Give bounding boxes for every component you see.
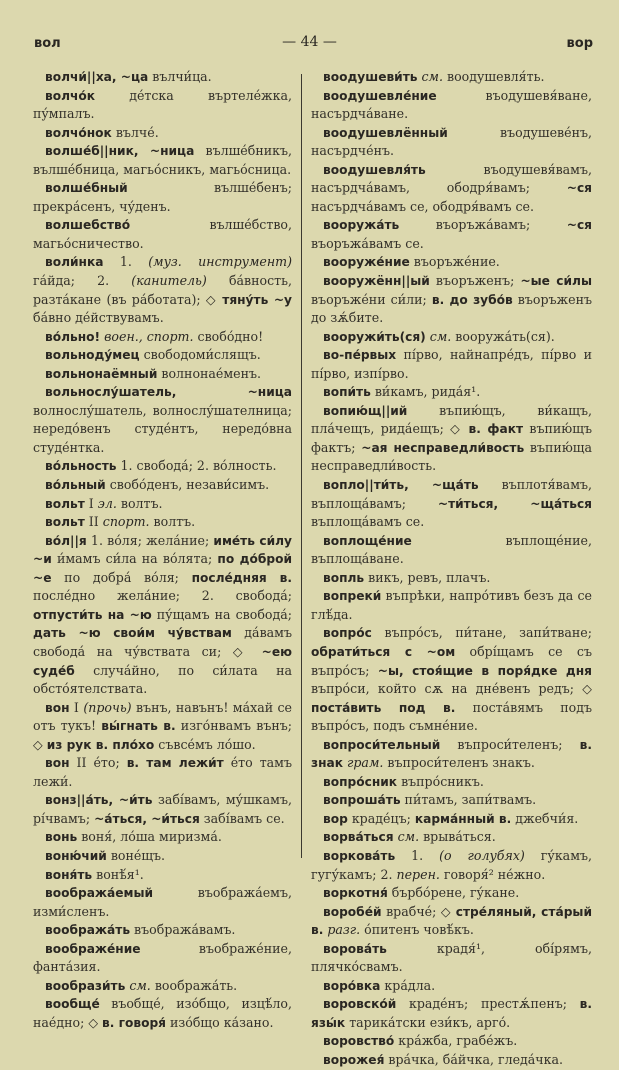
entry-headword: вольнонаёмный: [45, 366, 158, 381]
entry-translation: ви́камъ, рида́я¹.: [370, 384, 481, 400]
entry-translation: въпроси́теленъ;: [440, 736, 580, 752]
entry-headword: вооруже́ние: [323, 255, 410, 270]
dictionary-entry: [33, 754, 292, 791]
entry-headword: воодушеви́ть: [323, 70, 418, 84]
dictionary-entry: [33, 142, 292, 179]
entry-headword: вор: [323, 811, 348, 826]
entry-translation: въпрѣки, напро́тивъ безъ да се глѣ́да.: [311, 588, 592, 622]
dictionary-entry: [311, 253, 592, 272]
entry-headword: ~ая несправедли́вость: [361, 440, 525, 455]
entry-headword: ~а́ться, ~и́ться: [94, 811, 200, 826]
entry-headword: вонь: [45, 830, 78, 845]
entry-translation: забі́вамъ, му́шкамъ, рі́чвамъ;: [33, 792, 292, 826]
dictionary-entry: [311, 124, 592, 161]
entry-translation: въпию́ща несправедли́вость.: [311, 439, 592, 474]
dictionary-entry: [33, 383, 292, 457]
entry-headword: вопро́сник: [323, 774, 398, 789]
dictionary-entry: [311, 995, 592, 1032]
entry-label: (канитель): [131, 273, 207, 289]
entry-headword: вопи́ть: [323, 385, 371, 400]
entry-translation: краде́нъ; престѫ́пенъ;: [396, 996, 580, 1012]
running-head-right: вор: [566, 36, 593, 51]
entry-headword: карма́нный в.: [414, 811, 512, 826]
right-column: [311, 68, 592, 1070]
entry-translation: въпию́щъ фактъ;: [311, 421, 592, 455]
entry-headword: воня́ть: [45, 867, 93, 882]
entry-headword: вопро́с: [323, 626, 372, 641]
entry-headword: воображе́ние: [45, 941, 141, 956]
entry-headword: вопроша́ть: [323, 793, 401, 808]
dictionary-entry: [311, 884, 592, 903]
entry-headword: в. там лежи́т: [126, 756, 224, 771]
entry-headword: вопроси́тельный: [323, 737, 441, 752]
entry-headword: поста́вить под в.: [311, 700, 456, 715]
entry-label: грам.: [343, 755, 384, 771]
entry-headword: воро́вка: [323, 978, 381, 993]
entry-translation: вооружа́ть(ся).: [451, 328, 555, 344]
entry-headword: вольт: [45, 496, 85, 511]
dictionary-entry: [311, 1032, 592, 1051]
entry-translation: бърбо́рене, гу́кане.: [387, 885, 520, 901]
dictionary-entry: [311, 272, 592, 328]
entry-translation: изо́бщо ка́зано.: [166, 1014, 274, 1030]
entry-translation: врабче́; ◇: [381, 903, 456, 919]
entry-headword: ~ся: [566, 181, 592, 196]
entry-translation: I: [84, 495, 98, 511]
entry-headword: волшебство́: [45, 218, 131, 233]
dictionary-entry: [311, 1051, 592, 1070]
entry-headword: вообража́емый: [45, 886, 154, 901]
dictionary-entry: [311, 476, 592, 532]
entry-translation: 1.: [103, 254, 149, 270]
entry-translation: де́тска въртеле́жка, пу́мпалъ.: [33, 87, 292, 122]
entry-headword: воплоще́ние: [323, 533, 412, 548]
entry-translation: волнослу́шатель, волнослу́шателница; нередо́венъ студе́нтъ, нередо́вна студе́нтка.: [33, 402, 292, 455]
entry-headword: вон: [45, 700, 70, 715]
entry-translation: воодушевля́ть.: [443, 69, 545, 84]
dictionary-entry: [33, 828, 292, 847]
dictionary-entry: [311, 216, 592, 253]
page-number: — 44 —: [282, 34, 337, 50]
dictionary-entry: [311, 624, 592, 735]
entry-headword: ~ся: [566, 218, 592, 233]
entry-translation: волтъ.: [149, 514, 196, 530]
entry-headword: ~ти́ться, ~ща́ться: [437, 496, 592, 511]
dictionary-entry: [33, 699, 292, 755]
entry-translation: да́вамъ свобода́ на чу́вствата си; ◇: [33, 625, 292, 659]
entry-translation: ба́вность, разта́кане (въ ра́ботата); ◇: [33, 273, 292, 307]
entry-translation: крадя́¹, обі́рямъ, плячко́свамъ.: [311, 940, 592, 975]
dictionary-entry: [33, 513, 292, 532]
entry-headword: ~ы, стоя́щие в поря́дке дня: [377, 663, 593, 678]
entry-headword: вообще́: [45, 997, 100, 1012]
entry-label: воен., спорт.: [100, 328, 194, 344]
entry-translation: 1.: [395, 847, 440, 863]
dictionary-entry: [33, 884, 292, 921]
entry-headword: воодушевлённый: [323, 125, 448, 140]
entry-translation: съвсе́мъ ло́шо.: [154, 736, 256, 752]
entry-translation: воне́щъ.: [106, 847, 166, 863]
entry-translation: въобража́вамъ.: [130, 922, 236, 938]
entry-translation: въобража́емъ, изми́сленъ.: [33, 885, 292, 919]
entry-translation: въпро́сникъ.: [397, 773, 484, 789]
entry-translation: въображе́ние, фанта́зия.: [33, 940, 292, 975]
entry-label: см.: [393, 829, 420, 845]
dictionary-entry: [311, 810, 592, 829]
entry-translation: пу́щамъ на свобода́;: [151, 606, 292, 622]
entry-translation: волнонае́менъ.: [157, 365, 262, 381]
dictionary-entry: [311, 736, 592, 773]
dictionary-entry: [311, 161, 592, 217]
entry-translation: въоръжа́вамъ;: [399, 217, 567, 233]
entry-headword: воодушевле́ние: [323, 88, 437, 103]
entry-translation: II: [84, 514, 103, 530]
dictionary-entry: [33, 365, 292, 384]
entry-headword: вы́гнать в.: [101, 719, 176, 734]
entry-headword: вонз||а́ть, ~и́ть: [45, 793, 153, 808]
entry-translation: въплоще́ние, въплоща́ване.: [311, 532, 592, 567]
dictionary-entry: [311, 940, 592, 977]
entry-headword: из рук в. пло́хо: [46, 737, 155, 752]
dictionary-entry: [33, 457, 292, 476]
entry-translation: въоръже́ни си́ли;: [311, 291, 432, 307]
entry-translation: въплотя́вамъ, въплоща́вамъ;: [311, 477, 593, 511]
dictionary-entry: [33, 216, 292, 253]
entry-translation: въодушеве́нъ, насърдче́нъ.: [311, 124, 592, 159]
dictionary-entry: [311, 346, 592, 383]
entry-headword: в. язы́к: [311, 997, 592, 1030]
entry-headword: вольноду́мец: [45, 348, 140, 363]
dictionary-entry: [311, 68, 592, 87]
entry-translation: въпро́си, който сѫ на дне́венъ редъ; ◇: [311, 681, 592, 697]
running-head-left: вол: [34, 36, 61, 51]
dictionary-entry: [33, 921, 292, 940]
dictionary-entry: [33, 328, 292, 347]
entry-headword: ~ые си́лы: [520, 274, 592, 289]
entry-label: спорт.: [102, 514, 150, 530]
entry-headword: волше́б||ник, ~ница: [45, 144, 195, 159]
dictionary-entry: [33, 476, 292, 495]
entry-translation: случа́йно, по си́лата на обсто́ятелствата.: [33, 662, 292, 697]
entry-translation: въодушевя́ване, насърдча́ване.: [311, 87, 592, 122]
entry-headword: вооружа́ть: [323, 218, 400, 233]
entry-translation: въплоща́вамъ се.: [311, 514, 425, 530]
entry-label: см.: [425, 328, 452, 344]
entry-label: (муз. инструмент): [148, 254, 292, 270]
entry-headword: вопию́щ||ий: [323, 403, 408, 418]
entry-translation: вообража́ть.: [150, 977, 238, 993]
column-divider: [301, 74, 302, 858]
entry-headword: вопреки́: [323, 589, 382, 604]
dictionary-entry: [311, 847, 592, 884]
entry-translation: говоря́² не́жно.: [439, 866, 546, 882]
entry-translation: кра́жба, грабе́жъ.: [394, 1033, 518, 1049]
entry-headword: воню́чий: [45, 848, 107, 863]
entry-translation: свобо́дно!: [193, 328, 264, 344]
entry-translation: вълше́бство, магьо́сничество.: [33, 217, 292, 251]
entry-headword: вообража́ть: [45, 923, 131, 938]
entry-translation: 1. свобода́; 2. во́лность.: [116, 458, 277, 474]
entry-headword: вооружи́ть(ся): [323, 329, 426, 344]
entry-headword: вопло||ти́ть, ~ща́ть: [323, 478, 479, 493]
entry-translation: въпроси́теленъ знакъ.: [383, 755, 535, 771]
entry-translation: волтъ.: [116, 495, 163, 511]
entry-headword: в. говоря́: [102, 1015, 166, 1030]
dictionary-entry: [311, 587, 592, 624]
dictionary-entry: [311, 569, 592, 588]
entry-translation: II е́то;: [69, 755, 127, 771]
entry-headword: во́льный: [45, 478, 106, 493]
dictionary-entry: [311, 903, 592, 940]
entry-headword: обрати́ться с ~ом: [311, 644, 456, 659]
dictionary-entry: [311, 383, 592, 402]
dictionary-entry: [33, 68, 292, 87]
entry-translation: и́мамъ си́ла на во́лята;: [51, 551, 218, 567]
entry-translation: изго́нвамъ вънъ; ◇: [33, 718, 293, 752]
entry-translation: обрі́щамъ се съ въпро́съ;: [311, 643, 592, 678]
entry-headword: воркотня́: [323, 886, 388, 901]
entry-translation: вълше́бникъ, вълше́бница, магьо́сникъ, магьо́сница.: [33, 143, 293, 177]
dictionary-entry: [33, 346, 292, 365]
entry-translation: вълче́.: [111, 124, 159, 140]
entry-headword: воркова́ть: [323, 848, 396, 863]
entry-translation: краде́цъ;: [347, 810, 415, 826]
entry-headword: воодушевля́ть: [323, 162, 426, 177]
entry-headword: воли́нка: [45, 255, 104, 270]
entry-translation: свобо́денъ, незави́симъ.: [105, 477, 270, 493]
dictionary-entry: [33, 995, 292, 1032]
entry-translation: викъ, ревъ, плачъ.: [364, 569, 491, 585]
entry-headword: волше́бный: [45, 181, 128, 196]
entry-translation: поста́вямъ подъ въпро́съ, подъ съмне́ние.: [311, 699, 592, 734]
dictionary-entry: [33, 87, 292, 124]
entry-headword: отпусти́ть на ~ю: [33, 607, 152, 622]
entry-label: (прочь): [83, 699, 132, 715]
entry-translation: 1. во́ля; жела́ние;: [86, 532, 214, 548]
entry-headword: в. факт: [468, 422, 524, 437]
entry-headword: во́льность: [45, 459, 117, 474]
entry-headword: ворожея́: [323, 1052, 385, 1067]
entry-translation: воня́, ло́ша миризма́.: [77, 829, 222, 845]
entry-translation: джебчи́я.: [511, 810, 579, 826]
entry-headword: вооружённ||ый: [323, 274, 430, 289]
entry-headword: в. знак: [311, 737, 592, 771]
dictionary-entry: [33, 791, 292, 828]
entry-label: (о голубях): [439, 847, 525, 863]
entry-headword: вон: [45, 756, 70, 771]
dictionary-entry: [311, 977, 592, 996]
entry-label: разг.: [323, 922, 361, 938]
entry-headword: по до́брой ~е: [33, 552, 292, 585]
entry-translation: въпию́щъ, ви́кащъ, пла́чещъ, рида́ещъ; ◇: [311, 402, 592, 437]
entry-translation: вра́чка, ба́йчка, гледа́чка.: [384, 1051, 564, 1067]
entry-headword: волчо́нок: [45, 125, 112, 140]
dictionary-entry: [311, 328, 592, 347]
entry-headword: воровство́: [323, 1034, 395, 1049]
entry-label: перен.: [396, 866, 440, 882]
entry-headword: ворва́ться: [323, 830, 394, 845]
dictionary-entry: [311, 773, 592, 792]
dictionary-entry: [33, 179, 292, 216]
entry-label: см.: [417, 69, 443, 84]
entry-headword: стре́ляный, ста́рый в.: [311, 904, 592, 938]
entry-translation: въоръженъ;: [429, 273, 521, 289]
entry-translation: I: [69, 699, 84, 715]
entry-translation: свободоми́слящъ.: [139, 347, 261, 363]
entry-translation: въодушевя́вамъ, насърдча́вамъ, ободря́вамъ;: [311, 161, 592, 196]
dictionary-entry: [33, 532, 292, 699]
dictionary-entry: [33, 940, 292, 977]
left-column: [33, 68, 292, 1032]
entry-label: эл.: [97, 495, 117, 511]
entry-translation: въпро́съ, пи́тане, запи́тване;: [371, 625, 592, 641]
entry-headword: име́ть си́лу ~и: [33, 533, 293, 567]
dictionary-entry: [33, 977, 292, 996]
entry-label: см.: [125, 977, 151, 993]
dictionary-entry: [33, 124, 292, 143]
dictionary-entry: [311, 402, 592, 476]
entry-translation: пі́рво, найнапре́дъ, пі́рво и пі́рво, изпі́рво.: [311, 347, 592, 381]
entry-headword: тяну́ть ~у: [222, 292, 292, 307]
entry-translation: ба́вно де́йствувамъ.: [33, 310, 164, 326]
entry-translation: въоръжа́вамъ се.: [311, 235, 424, 251]
entry-headword: ворова́ть: [323, 941, 387, 956]
entry-translation: въоръже́ние.: [409, 254, 500, 270]
dictionary-entry: [311, 791, 592, 810]
entry-translation: гу́камъ, гугу́камъ; 2.: [311, 847, 593, 882]
entry-headword: вольнослу́шатель, ~ница: [45, 385, 292, 400]
entry-translation: о́питенъ човѣ́къ.: [360, 922, 474, 938]
entry-translation: пи́тамъ, запи́твамъ.: [400, 792, 537, 808]
entry-headword: после́дняя в.: [191, 570, 292, 585]
entry-translation: вълчи́ца.: [148, 69, 212, 84]
entry-headword: вопль: [323, 570, 365, 585]
dictionary-entry: [311, 87, 592, 124]
entry-headword: во́л||я: [45, 533, 87, 548]
entry-translation: забі́вамъ се.: [199, 810, 285, 826]
entry-translation: вълше́бенъ; прекра́сенъ, чу́денъ.: [33, 180, 292, 214]
entry-headword: волчи́||ха, ~ца: [45, 70, 149, 84]
entry-translation: по добра́ во́ля;: [51, 569, 192, 585]
dictionary-entry: [33, 847, 292, 866]
entry-translation: въоръженъ до зѫ́бите.: [311, 291, 592, 326]
entry-translation: вънъ, навънъ! ма́хай се отъ тукъ!: [33, 699, 293, 734]
entry-translation: е́то тамъ лежи́.: [33, 755, 292, 789]
dictionary-entry: [33, 866, 292, 885]
entry-headword: вольт: [45, 515, 85, 530]
entry-headword: ~ею суде́б: [33, 644, 292, 678]
entry-headword: в. до зубо́в: [431, 292, 513, 307]
entry-translation: тарика́тски ези́къ, арго́.: [345, 1014, 511, 1030]
entry-headword: вообрази́ть: [45, 978, 126, 993]
entry-headword: воробе́й: [323, 904, 382, 919]
entry-headword: дать ~ю свои́м чу́вствам: [33, 626, 232, 641]
entry-headword: воровско́й: [323, 997, 397, 1012]
entry-translation: га́йда; 2.: [33, 273, 132, 289]
entry-translation: вонѣ́я¹.: [92, 866, 144, 882]
dictionary-entry: [33, 253, 292, 327]
entry-translation: врыва́ться.: [419, 829, 496, 845]
entry-headword: во́льно!: [45, 329, 101, 344]
dictionary-entry: [311, 828, 592, 847]
entry-translation: кра́дла.: [380, 977, 436, 993]
entry-translation: насърдча́вамъ се, ободря́вамъ се.: [311, 198, 534, 214]
entry-headword: во-пе́рвых: [323, 348, 397, 363]
entry-translation: въобще́, изо́бщо, изцѣ́ло, нае́дно; ◇: [33, 996, 292, 1030]
entry-headword: волчо́к: [45, 88, 96, 103]
dictionary-entry: [33, 495, 292, 514]
dictionary-entry: [311, 532, 592, 569]
entry-translation: после́дно жела́ние; 2. свобода́;: [33, 588, 292, 604]
